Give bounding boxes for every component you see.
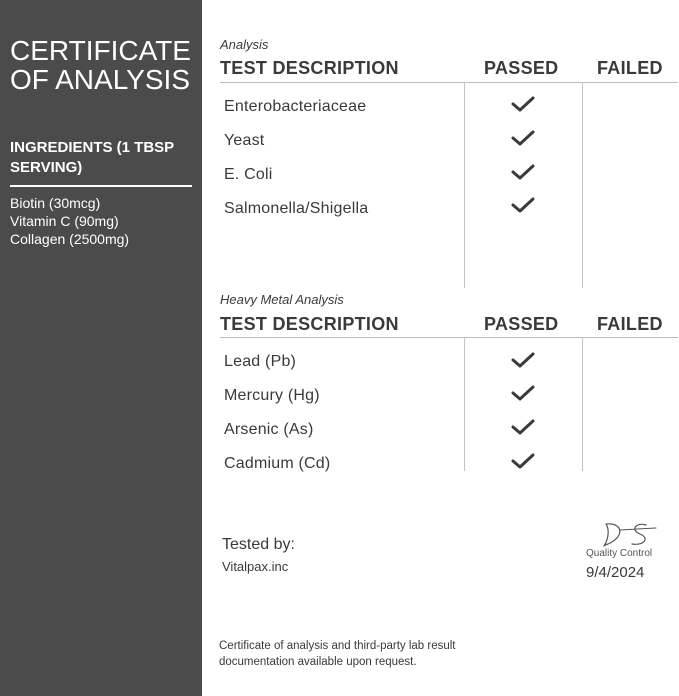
column-divider — [582, 82, 583, 288]
ingredients-heading: INGREDIENTS (1 TBSP SERVING) — [10, 139, 174, 176]
column-header-passed: PASSED — [484, 314, 559, 334]
column-divider — [582, 337, 583, 471]
test-row-label: Cadmium (Cd) — [224, 455, 331, 472]
test-row-label: Mercury (Hg) — [224, 387, 320, 404]
test-row-label: Enterobacteriaceae — [224, 98, 367, 115]
column-header-description: TEST DESCRIPTION — [220, 314, 399, 334]
certificate-title: CERTIFICATE OF ANALYSIS — [10, 35, 191, 95]
tested-by-value: Vitalpax.inc — [222, 559, 289, 574]
checkmark-icon — [511, 418, 535, 436]
checkmark-icon — [511, 95, 535, 113]
test-row-label: Lead (Pb) — [224, 353, 297, 370]
header-divider — [220, 82, 678, 83]
column-divider — [464, 82, 465, 288]
test-row-label: Salmonella/Shigella — [224, 200, 369, 217]
sidebar — [0, 0, 202, 696]
test-row-label: Yeast — [224, 132, 265, 149]
tested-by-label: Tested by: — [222, 536, 295, 553]
ingredients-list — [10, 194, 129, 248]
checkmark-icon — [511, 351, 535, 369]
section-label: Heavy Metal Analysis — [220, 292, 344, 307]
ingredient-item: Collagen (2500mg) — [10, 231, 130, 247]
quality-control-date: 9/4/2024 — [586, 564, 645, 581]
column-header-description: TEST DESCRIPTION — [220, 58, 399, 78]
ingredients-divider — [10, 185, 192, 187]
column-header-passed: PASSED — [484, 58, 559, 78]
checkmark-icon — [511, 129, 535, 147]
quality-control-label: Quality Control — [586, 548, 653, 559]
section-label: Analysis — [220, 37, 269, 52]
test-row-label: Arsenic (As) — [224, 421, 314, 438]
checkmark-icon — [511, 196, 535, 214]
column-divider — [464, 337, 465, 471]
checkmark-icon — [511, 163, 535, 181]
test-row-label: E. Coli — [224, 166, 273, 183]
column-header-failed: FAILED — [597, 314, 663, 334]
checkmark-icon — [511, 452, 535, 470]
column-header-failed: FAILED — [597, 58, 663, 78]
header-divider — [220, 337, 678, 338]
checkmark-icon — [511, 384, 535, 402]
signature-icon — [600, 520, 658, 548]
ingredient-item: Biotin (30mcg) — [10, 195, 101, 211]
ingredient-item: Vitamin C (90mg) — [10, 213, 119, 229]
footnote: Certificate of analysis and third-party lab result documentation available upon request. — [219, 640, 456, 668]
